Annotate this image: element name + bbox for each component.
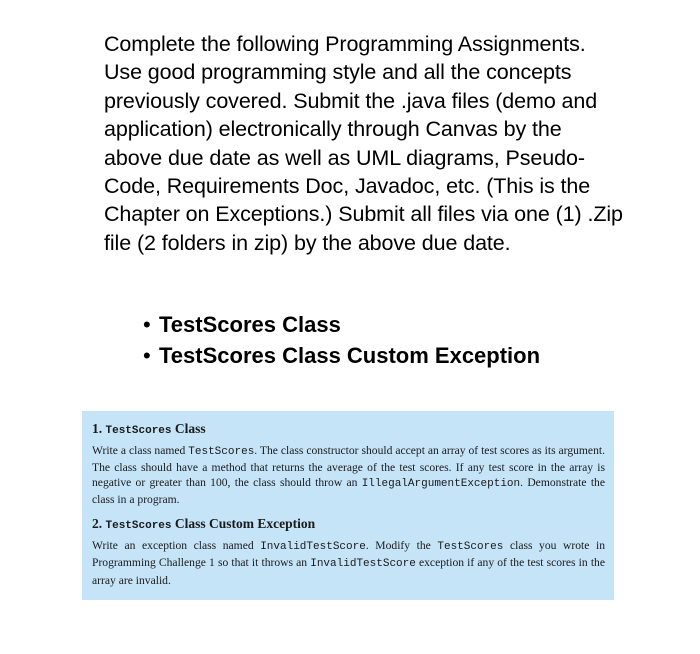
exercise-title (92, 420, 605, 440)
code-term: InvalidTestScore (260, 541, 366, 554)
exercise-title-text: Class Custom Exception (174, 516, 316, 532)
assignment-list (143, 309, 540, 371)
exercise-1 (92, 420, 605, 507)
exercise-title-code: TestScores (105, 520, 172, 533)
exercise-number: 2. (92, 516, 103, 532)
exercise-2 (92, 515, 605, 587)
exercise-body (92, 538, 605, 587)
code-term: InvalidTestScore (310, 558, 416, 571)
assignment-item-label: TestScores Class (159, 312, 341, 337)
exercise-title-text: Class (174, 421, 206, 436)
code-term: TestScores (437, 541, 504, 554)
exercise-title-code: TestScores (105, 425, 172, 437)
bullet-icon: • (143, 312, 151, 337)
code-term: TestScores (188, 446, 255, 458)
assignment-item (143, 340, 540, 371)
body-text: class you wrote in Programming Challenge 1 so that it throws an (92, 539, 605, 570)
exercise-number: 1. (92, 421, 103, 436)
code-term: IllegalArgumentException (361, 478, 521, 491)
body-text: Write an exception class named (92, 539, 261, 553)
body-text: Write a class named (92, 444, 189, 457)
assignment-instructions: Complete the following Programming Assignments. Use good programming style and all the concepts previously covered. Submit the .java files (demo and application) electronically through Canvas by the above due date as well as UML diagrams, Pseudo-Code, Requirements Doc, Javadoc, etc. (This is the Chapter on Exceptions.) Submit all files via one (1) .Zip file (2 folders in zip) by the above due date. (104, 32, 623, 255)
assignment-item (143, 309, 540, 340)
body-text: exception if any of the test scores in the array are invalid. (92, 556, 605, 587)
body-text: . Modify the (365, 539, 438, 553)
exercise-body (92, 443, 605, 507)
body-text: . The class constructor should accept an array of test scores as its argument. The class should have a method that returns the average of the test scores. If any test score in the array is negative or greater than 100, the class should throw an (92, 444, 605, 490)
bullet-icon: • (143, 343, 151, 368)
exercise-title (92, 515, 605, 535)
textbook-excerpt (82, 411, 614, 600)
assignment-item-label: TestScores Class Custom Exception (159, 343, 541, 368)
body-text: . Demonstrate the class in a program. (92, 476, 605, 507)
